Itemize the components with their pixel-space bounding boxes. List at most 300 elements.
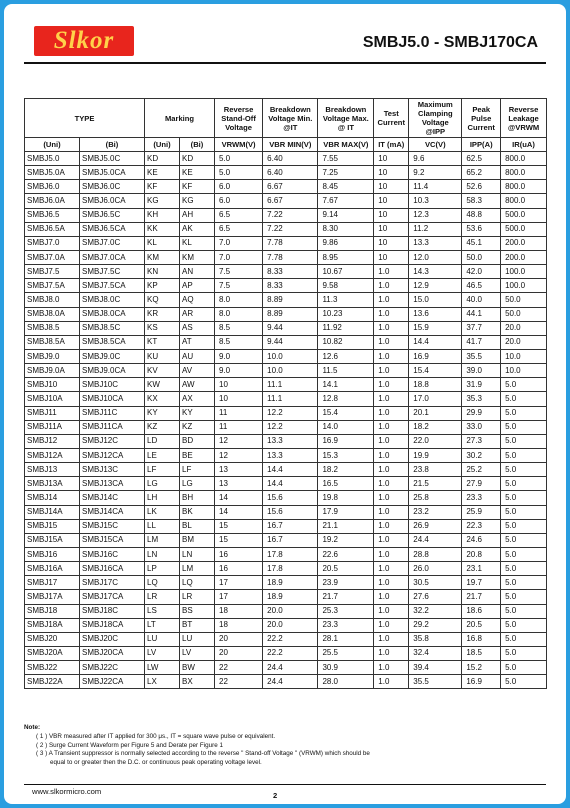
table-cell: 20.0 [263,604,318,618]
table-cell: SMBJ8.5A [25,335,80,349]
table-cell: 16.7 [263,533,318,547]
table-cell: 1.0 [374,364,409,378]
table-cell: 7.78 [263,236,318,250]
table-cell: 33.0 [462,420,501,434]
table-cell: 1.0 [374,618,409,632]
table-cell: SMBJ8.5CA [80,335,145,349]
table-cell: LG [180,477,215,491]
table-cell: 8.33 [263,279,318,293]
table-cell: KM [145,250,180,264]
table-cell: 5.0 [501,632,547,646]
table-cell: BM [180,533,215,547]
table-cell: 29.2 [409,618,462,632]
table-cell: 11.1 [263,378,318,392]
table-cell: KU [145,349,180,363]
table-cell: 1.0 [374,661,409,675]
table-cell: 5.0 [501,604,547,618]
table-cell: LW [145,661,180,675]
table-cell: KL [145,236,180,250]
table-cell: SMBJ16CA [80,562,145,576]
table-cell: LR [145,590,180,604]
table-cell: 500.0 [501,208,547,222]
table-cell: 6.40 [263,166,318,180]
col-standoff: Reverse Stand-Off Voltage [215,99,263,138]
table-row [25,519,547,533]
table-cell: LV [180,646,215,660]
table-cell: SMBJ15C [80,519,145,533]
table-cell: 22.0 [409,434,462,448]
table-cell: AS [180,321,215,335]
table-cell: BS [180,604,215,618]
col-peak-pulse: Peak Pulse Current [462,99,501,138]
table-cell: 6.5 [215,208,263,222]
table-cell: 7.5 [215,279,263,293]
table-cell: 30.5 [409,576,462,590]
website-link[interactable]: www.slkormicro.com [32,787,102,796]
table-cell: 17.9 [318,505,374,519]
table-row [25,463,547,477]
table-cell: 21.7 [318,590,374,604]
table-cell: 1.0 [374,293,409,307]
table-cell: 800.0 [501,180,547,194]
table-cell: KY [180,406,215,420]
table-cell: AW [180,378,215,392]
table-cell: 10 [374,250,409,264]
table-cell: 10.0 [501,349,547,363]
table-cell: SMBJ13CA [80,477,145,491]
table-row [25,632,547,646]
table-cell: 12.2 [263,420,318,434]
table-cell: 12 [215,448,263,462]
table-cell: 18 [215,618,263,632]
table-cell: KF [180,180,215,194]
note-3-continued: equal to or greater then the D.C. or continuous peak operating voltage level. [50,759,262,767]
table-cell: BL [180,519,215,533]
table-cell: 17.0 [409,392,462,406]
table-cell: 1.0 [374,491,409,505]
table-cell: 1.0 [374,279,409,293]
table-cell: 10 [374,236,409,250]
table-cell: SMBJ5.0CA [80,166,145,180]
table-cell: 5.0 [501,618,547,632]
table-cell: SMBJ8.0CA [80,307,145,321]
table-cell: KG [180,194,215,208]
table-cell: 10.0 [501,364,547,378]
table-cell: SMBJ22 [25,661,80,675]
table-cell: 18.8 [409,378,462,392]
table-cell: SMBJ10 [25,378,80,392]
table-cell: 14.4 [409,335,462,349]
table-row [25,279,547,293]
table-row [25,349,547,363]
table-cell: 24.4 [263,661,318,675]
table-cell: SMBJ14C [80,491,145,505]
table-cell: KM [180,250,215,264]
specs-table [24,98,547,689]
table-cell: 15.0 [409,293,462,307]
table-cell: KN [145,265,180,279]
table-cell: 22.6 [318,547,374,561]
table-cell: 23.1 [462,562,501,576]
table-cell: SMBJ18CA [80,618,145,632]
table-cell: 16.5 [318,477,374,491]
table-cell: BH [180,491,215,505]
table-cell: 5.0 [501,646,547,660]
table-cell: 10.3 [409,194,462,208]
table-cell: LX [145,675,180,689]
table-cell: 27.6 [409,590,462,604]
table-cell: SMBJ8.5 [25,321,80,335]
table-cell: SMBJ6.5C [80,208,145,222]
table-cell: SMBJ20 [25,632,80,646]
table-cell: 10.82 [318,335,374,349]
table-cell: 11 [215,406,263,420]
table-row [25,166,547,180]
table-cell: 6.67 [263,194,318,208]
table-cell: AP [180,279,215,293]
table-cell: LK [145,505,180,519]
subheader-cell: VBR MAX(V) [318,138,374,152]
table-cell: 14.3 [409,265,462,279]
table-cell: SMBJ12CA [80,448,145,462]
table-cell: 5.0 [501,547,547,561]
col-leakage: Reverse Leakage @VRWM [501,99,547,138]
table-cell: 50.0 [462,250,501,264]
table-cell: 22.2 [263,632,318,646]
table-cell: 45.1 [462,236,501,250]
table-cell: 17.8 [263,547,318,561]
table-cell: KE [145,166,180,180]
table-row [25,477,547,491]
table-cell: 16.9 [318,434,374,448]
table-cell: SMBJ18C [80,604,145,618]
table-cell: SMBJ17 [25,576,80,590]
table-cell: 28.8 [409,547,462,561]
table-cell: SMBJ7.0A [25,250,80,264]
table-cell: 10 [374,208,409,222]
col-marking: Marking [145,99,215,138]
table-cell: 5.0 [501,675,547,689]
note-3: ( 3 ) A Transient suppressor is normally selected according to the reverse " Stand-off Voltage " (VRWM) which should be [36,750,370,758]
table-cell: 21.5 [409,477,462,491]
table-cell: SMBJ9.0CA [80,364,145,378]
table-cell: 8.95 [318,250,374,264]
table-cell: 1.0 [374,307,409,321]
table-row [25,406,547,420]
table-cell: 5.0 [501,661,547,675]
table-cell: SMBJ6.5CA [80,222,145,236]
table-cell: 1.0 [374,646,409,660]
table-cell: 1.0 [374,632,409,646]
table-cell: 6.5 [215,222,263,236]
table-cell: 12.9 [409,279,462,293]
table-cell: 13 [215,463,263,477]
table-cell: 11.2 [409,222,462,236]
table-cell: 32.4 [409,646,462,660]
table-cell: 65.2 [462,166,501,180]
table-cell: SMBJ12C [80,434,145,448]
table-row [25,420,547,434]
table-cell: 14 [215,491,263,505]
table-cell: 23.3 [462,491,501,505]
table-cell: 58.3 [462,194,501,208]
datasheet-page [4,4,566,804]
table-cell: 14.4 [263,463,318,477]
table-cell: 35.5 [462,349,501,363]
table-body [25,152,547,689]
table-cell: 1.0 [374,378,409,392]
table-cell: 6.40 [263,152,318,166]
logo-text: Slkor [53,27,115,54]
table-cell: 7.0 [215,250,263,264]
table-cell: 62.5 [462,152,501,166]
table-cell: SMBJ5.0C [80,152,145,166]
table-cell: 10 [215,378,263,392]
table-cell: 15.4 [318,406,374,420]
table-cell: 10.67 [318,265,374,279]
table-cell: LL [145,519,180,533]
table-cell: 20.5 [318,562,374,576]
table-cell: 6.67 [263,180,318,194]
table-cell: SMBJ7.0 [25,236,80,250]
table-cell: SMBJ22CA [80,675,145,689]
table-cell: SMBJ11C [80,406,145,420]
table-cell: LE [145,448,180,462]
table-cell: 5.0 [501,420,547,434]
table-cell: 26.0 [409,562,462,576]
table-cell: SMBJ17A [25,590,80,604]
table-cell: 1.0 [374,547,409,561]
table-cell: SMBJ18A [25,618,80,632]
table-cell: 5.0 [501,533,547,547]
table-cell: 10 [374,180,409,194]
table-cell: 5.0 [501,491,547,505]
table-cell: 29.9 [462,406,501,420]
header-divider [24,62,546,64]
table-cell: 40.0 [462,293,501,307]
subheader-cell: (Uni) [25,138,80,152]
table-row [25,590,547,604]
table-cell: 200.0 [501,236,547,250]
table-cell: 9.14 [318,208,374,222]
subheader-cell: IT (mA) [374,138,409,152]
table-cell: 48.8 [462,208,501,222]
table-cell: 1.0 [374,477,409,491]
table-row [25,194,547,208]
table-cell: AK [180,222,215,236]
table-cell: LH [145,491,180,505]
table-cell: 9.0 [215,364,263,378]
table-cell: KP [145,279,180,293]
table-cell: SMBJ18 [25,604,80,618]
table-cell: SMBJ20C [80,632,145,646]
table-cell: 24.4 [409,533,462,547]
note-1: ( 1 ) VBR measured after IT applied for 300 μs., IT = square wave pulse or equivalent. [36,732,276,740]
table-cell: KG [145,194,180,208]
page-title: SMBJ5.0 - SMBJ170CA [362,34,538,51]
table-cell: SMBJ12A [25,448,80,462]
table-cell: KL [180,236,215,250]
table-row [25,448,547,462]
table-cell: KV [145,364,180,378]
table-cell: 7.5 [215,265,263,279]
table-cell: 8.33 [263,265,318,279]
table-cell: 16.9 [462,675,501,689]
table-cell: KD [180,152,215,166]
table-cell: AV [180,364,215,378]
table-cell: 13 [215,477,263,491]
table-row [25,321,547,335]
table-cell: LF [180,463,215,477]
table-cell: SMBJ10C [80,378,145,392]
table-cell: 10.0 [263,349,318,363]
table-row [25,180,547,194]
table-cell: SMBJ7.5CA [80,279,145,293]
table-cell: 16.8 [462,632,501,646]
table-row [25,250,547,264]
table-cell: SMBJ15CA [80,533,145,547]
table-cell: 1.0 [374,349,409,363]
table-cell: SMBJ6.0 [25,180,80,194]
table-cell: SMBJ15 [25,519,80,533]
table-cell: 35.8 [409,632,462,646]
notes-heading: Note: [24,724,41,731]
table-cell: 19.2 [318,533,374,547]
table-row [25,335,547,349]
table-cell: 28.1 [318,632,374,646]
table-cell: SMBJ14 [25,491,80,505]
table-cell: 50.0 [501,307,547,321]
table-cell: 7.22 [263,208,318,222]
table-cell: SMBJ6.5A [25,222,80,236]
table-cell: 20.1 [409,406,462,420]
notes [24,724,544,768]
table-cell: 22 [215,675,263,689]
table-cell: 16 [215,562,263,576]
table-cell: 5.0 [501,448,547,462]
table-cell: 16 [215,547,263,561]
table-cell: 16.9 [409,349,462,363]
table-cell: 12.0 [409,250,462,264]
table-cell: 12.6 [318,349,374,363]
table-cell: 7.0 [215,236,263,250]
table-cell: 1.0 [374,505,409,519]
table-cell: 1.0 [374,448,409,462]
table-cell: 5.0 [501,562,547,576]
table-cell: 1.0 [374,675,409,689]
table-row [25,604,547,618]
table-row [25,576,547,590]
table-cell: 1.0 [374,590,409,604]
table-cell: 18.2 [318,463,374,477]
table-cell: 11.4 [409,180,462,194]
table-cell: 21.1 [318,519,374,533]
table-cell: 24.6 [462,533,501,547]
table-cell: KW [145,378,180,392]
table-cell: 53.6 [462,222,501,236]
table-cell: 11 [215,420,263,434]
table-cell: 19.9 [409,448,462,462]
table-cell: 1.0 [374,434,409,448]
table-cell: 23.2 [409,505,462,519]
table-cell: 10 [374,222,409,236]
table-cell: SMBJ22C [80,661,145,675]
col-breakdown-min: Breakdown Voltage Min. @IT [263,99,318,138]
table-cell: 1.0 [374,576,409,590]
table-cell: 18.5 [462,646,501,660]
table-cell: KR [145,307,180,321]
table-cell: 22.2 [263,646,318,660]
table-cell: SMBJ13A [25,477,80,491]
table-cell: LN [180,547,215,561]
table-cell: 20 [215,646,263,660]
table-cell: KD [145,152,180,166]
table-cell: SMBJ7.5A [25,279,80,293]
table-cell: 200.0 [501,250,547,264]
table-cell: LM [145,533,180,547]
table-cell: 7.25 [318,166,374,180]
table-cell: 5.0 [501,590,547,604]
table-cell: 1.0 [374,562,409,576]
table-cell: 11.5 [318,364,374,378]
table-cell: 5.0 [501,477,547,491]
table-cell: KS [145,321,180,335]
table-cell: 8.89 [263,293,318,307]
table-row [25,293,547,307]
table-cell: 14.1 [318,378,374,392]
table-cell: 42.0 [462,265,501,279]
table-cell: 15.2 [462,661,501,675]
table-cell: 1.0 [374,392,409,406]
table-cell: 20 [215,632,263,646]
table-cell: 25.5 [318,646,374,660]
table-cell: BT [180,618,215,632]
table-cell: 5.0 [501,576,547,590]
table-cell: 1.0 [374,463,409,477]
footer-divider [24,784,546,785]
table-cell: AT [180,335,215,349]
table-cell: 12.2 [263,406,318,420]
table-cell: 20.0 [501,321,547,335]
table-cell: LM [180,562,215,576]
table-cell: 8.30 [318,222,374,236]
table-cell: 13.3 [409,236,462,250]
table-cell: 8.5 [215,335,263,349]
table-cell: 13.3 [263,434,318,448]
table-cell: 8.5 [215,321,263,335]
table-cell: 10 [374,152,409,166]
table-cell: SMBJ5.0A [25,166,80,180]
table-cell: 12.8 [318,392,374,406]
table-cell: LQ [180,576,215,590]
table-cell: KH [145,208,180,222]
table-cell: 39.0 [462,364,501,378]
subheader-cell: (Bi) [80,138,145,152]
table-row [25,505,547,519]
table-cell: SMBJ7.5 [25,265,80,279]
table-cell: BE [180,448,215,462]
table-cell: 18.2 [409,420,462,434]
page-header [24,22,546,62]
table-cell: SMBJ13 [25,463,80,477]
table-cell: 14 [215,505,263,519]
table-row [25,675,547,689]
table-cell: 15.6 [263,505,318,519]
table-row [25,618,547,632]
table-cell: SMBJ10CA [80,392,145,406]
table-cell: SMBJ17C [80,576,145,590]
table-cell: 12.3 [409,208,462,222]
